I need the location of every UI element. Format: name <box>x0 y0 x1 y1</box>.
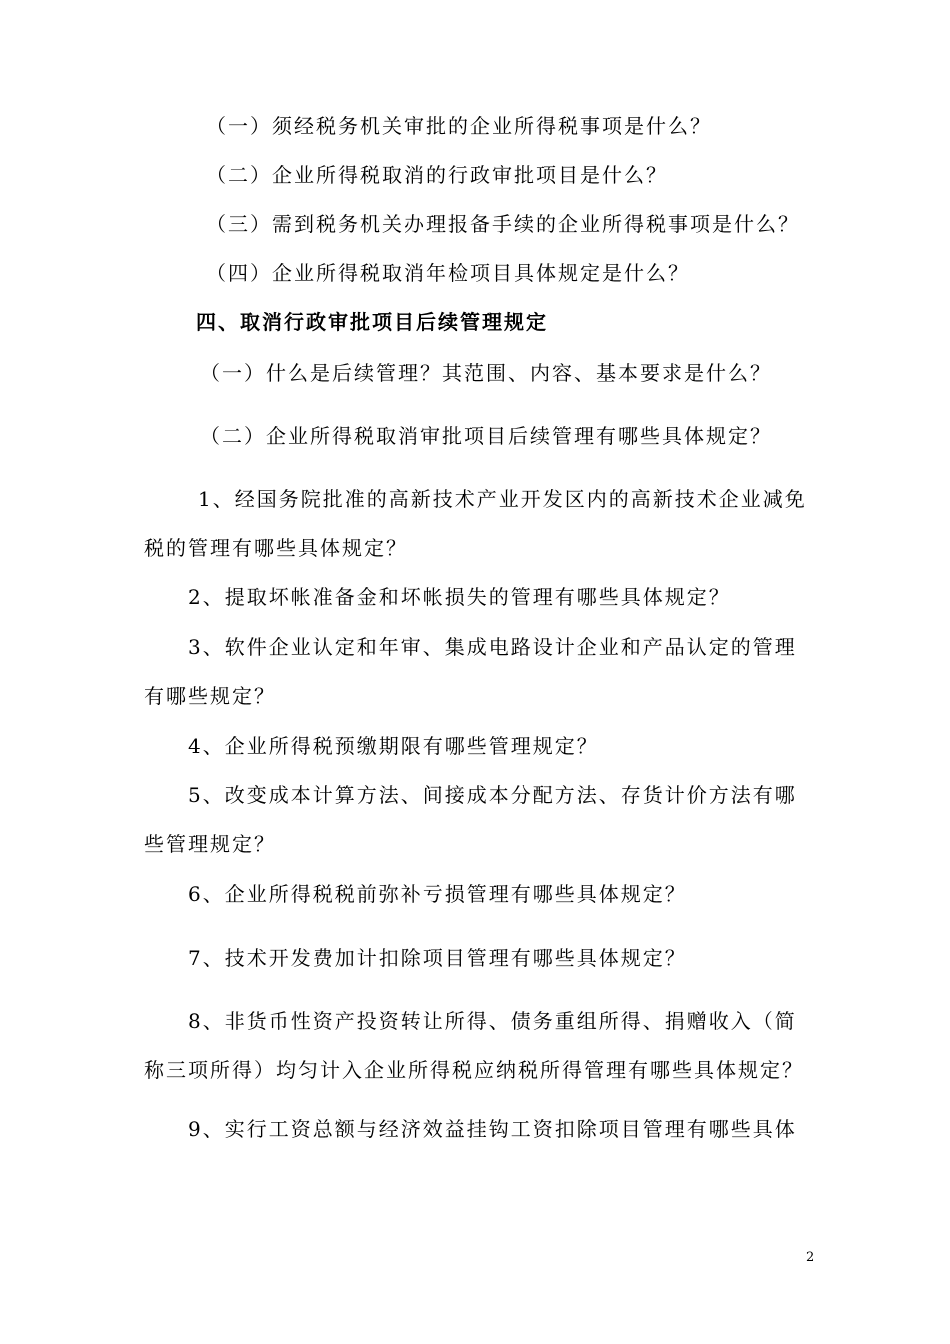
subsection-2-line: （二）企业所得税取消审批项目后续管理有哪些具体规定？ <box>200 424 772 448</box>
item-3-line-a: 3、软件企业认定和年审、集成电路设计企业和产品认定的管理 <box>188 635 797 659</box>
item-3-line-b: 有哪些规定？ <box>144 684 276 708</box>
item-1-line-a: 1、经国务院批准的高新技术产业开发区内的高新技术企业减免 <box>198 487 807 511</box>
item-5-line-b: 些管理规定？ <box>144 832 276 856</box>
subsection-1-line: （一）什么是后续管理？其范围、内容、基本要求是什么？ <box>200 361 772 385</box>
item-6-line: 6、企业所得税税前弥补亏损管理有哪些具体规定？ <box>188 882 687 906</box>
section-heading: 四、取消行政审批项目后续管理规定 <box>196 310 548 334</box>
item-9-line: 9、实行工资总额与经济效益挂钩工资扣除项目管理有哪些具体 <box>188 1117 797 1141</box>
question-1-line: （一）须经税务机关审批的企业所得税事项是什么？ <box>206 114 712 138</box>
question-4-line: （四）企业所得税取消年检项目具体规定是什么？ <box>206 261 690 285</box>
item-2-line: 2、提取坏帐准备金和坏帐损失的管理有哪些具体规定？ <box>188 585 731 609</box>
item-1-line-b: 税的管理有哪些具体规定？ <box>144 536 408 560</box>
question-2-line: （二）企业所得税取消的行政审批项目是什么？ <box>206 163 668 187</box>
item-8-line-b: 称三项所得）均匀计入企业所得税应纳税所得管理有哪些具体规定？ <box>144 1058 804 1082</box>
item-7-line: 7、技术开发费加计扣除项目管理有哪些具体规定？ <box>188 946 687 970</box>
question-3-line: （三）需到税务机关办理报备手续的企业所得税事项是什么？ <box>206 212 800 236</box>
item-4-line: 4、企业所得税预缴期限有哪些管理规定？ <box>188 734 599 758</box>
item-5-line-a: 5、改变成本计算方法、间接成本分配方法、存货计价方法有哪 <box>188 783 797 807</box>
item-8-line-a: 8、非货币性资产投资转让所得、债务重组所得、捐赠收入（简 <box>188 1009 797 1033</box>
page-number: 2 <box>806 1250 815 1265</box>
